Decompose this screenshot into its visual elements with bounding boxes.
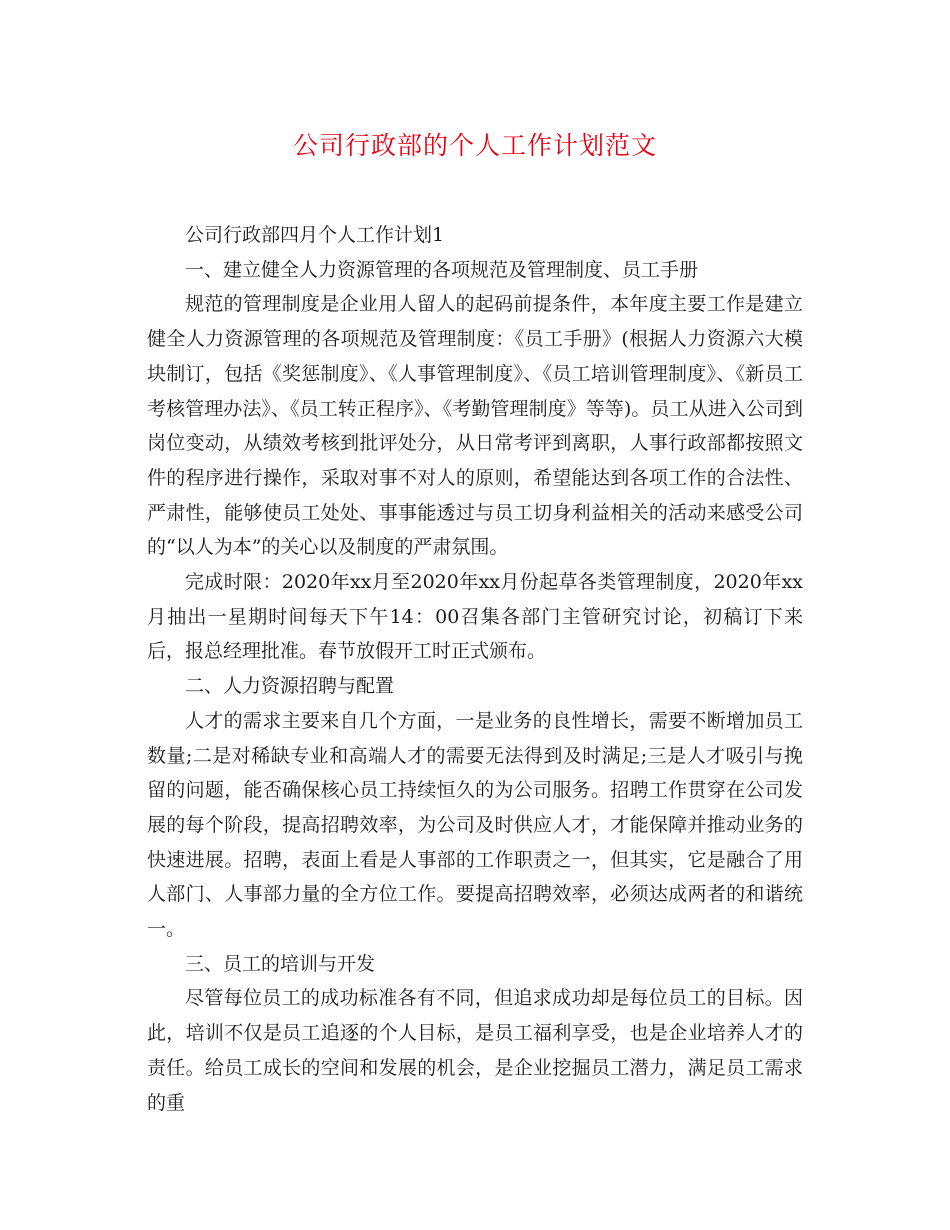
document-body [147, 218, 803, 1120]
document-title: 公司行政部的个人工作计划范文 [292, 131, 657, 160]
paragraph-body-3: 尽管每位员工的成功标准各有不同，但追求成功却是每位员工的目标。因此，培训不仅是员工追逐的个人目标，是员工福利享受，也是企业培养人才的责任。给员工成长的空间和发展的机会，是企业挖掘员工潜力，满足员工需求的重 [147, 987, 803, 1114]
paragraph-heading-1: 一、建立健全人力资源管理的各项规范及管理制度、员工手册 [185, 258, 699, 281]
paragraph-subtitle: 公司行政部四月个人工作计划1 [185, 224, 445, 246]
paragraph-heading-3: 三、员工的培训与开发 [185, 952, 376, 975]
paragraph-heading-2: 二、人力资源招聘与配置 [185, 675, 395, 698]
paragraph-body-2: 人才的需求主要来自几个方面，一是业务的良性增长，需要不断增加员工数量;二是对稀缺专业和高端人才的需要无法得到及时满足;三是人才吸引与挽留的问题，能否确保核心员工持续恒久的为公司服务。招聘工作贯穿在公司发展的每个阶段，提高招聘效率，为公司及时供应人才，才能保障并推动业务的快速进展。招聘，表面上看是人事部的工作职责之一，但其实，它是融合了用人部门、人事部力量的全方位工作。要提高招聘效率，必须达成两者的和谐统一。 [147, 709, 803, 941]
paragraph-body-1: 规范的管理制度是企业用人留人的起码前提条件，本年度主要工作是建立健全人力资源管理的各项规范及管理制度：《员工手册》(根据人力资源六大模块制订，包括《奖惩制度》、《人事管理制度》、《员工培训管理制度》、《新员工考核管理办法》、《员工转正程序》、《考勤管理制度》等等)。员工从进入公司到岗位变动，从绩效考核到批评处分，从日常考评到离职，人事行政部都按照文件的程序进行操作，采取对事不对人的原则，希望能达到各项工作的合法性、严肃性，能够使员工处处、事事能透过与员工切身利益相关的活动来感受公司的“以人为本”的关心以及制度的严肃氛围。 [147, 293, 803, 559]
paragraph-deadline: 完成时限：2020年xx月至2020年xx月份起草各类管理制度，2020年xx月抽出一星期时间每天下午14：00召集各部门主管研究讨论，初稿订下来后，报总经理批准。春节放假开工时正式颁布。 [147, 571, 803, 663]
